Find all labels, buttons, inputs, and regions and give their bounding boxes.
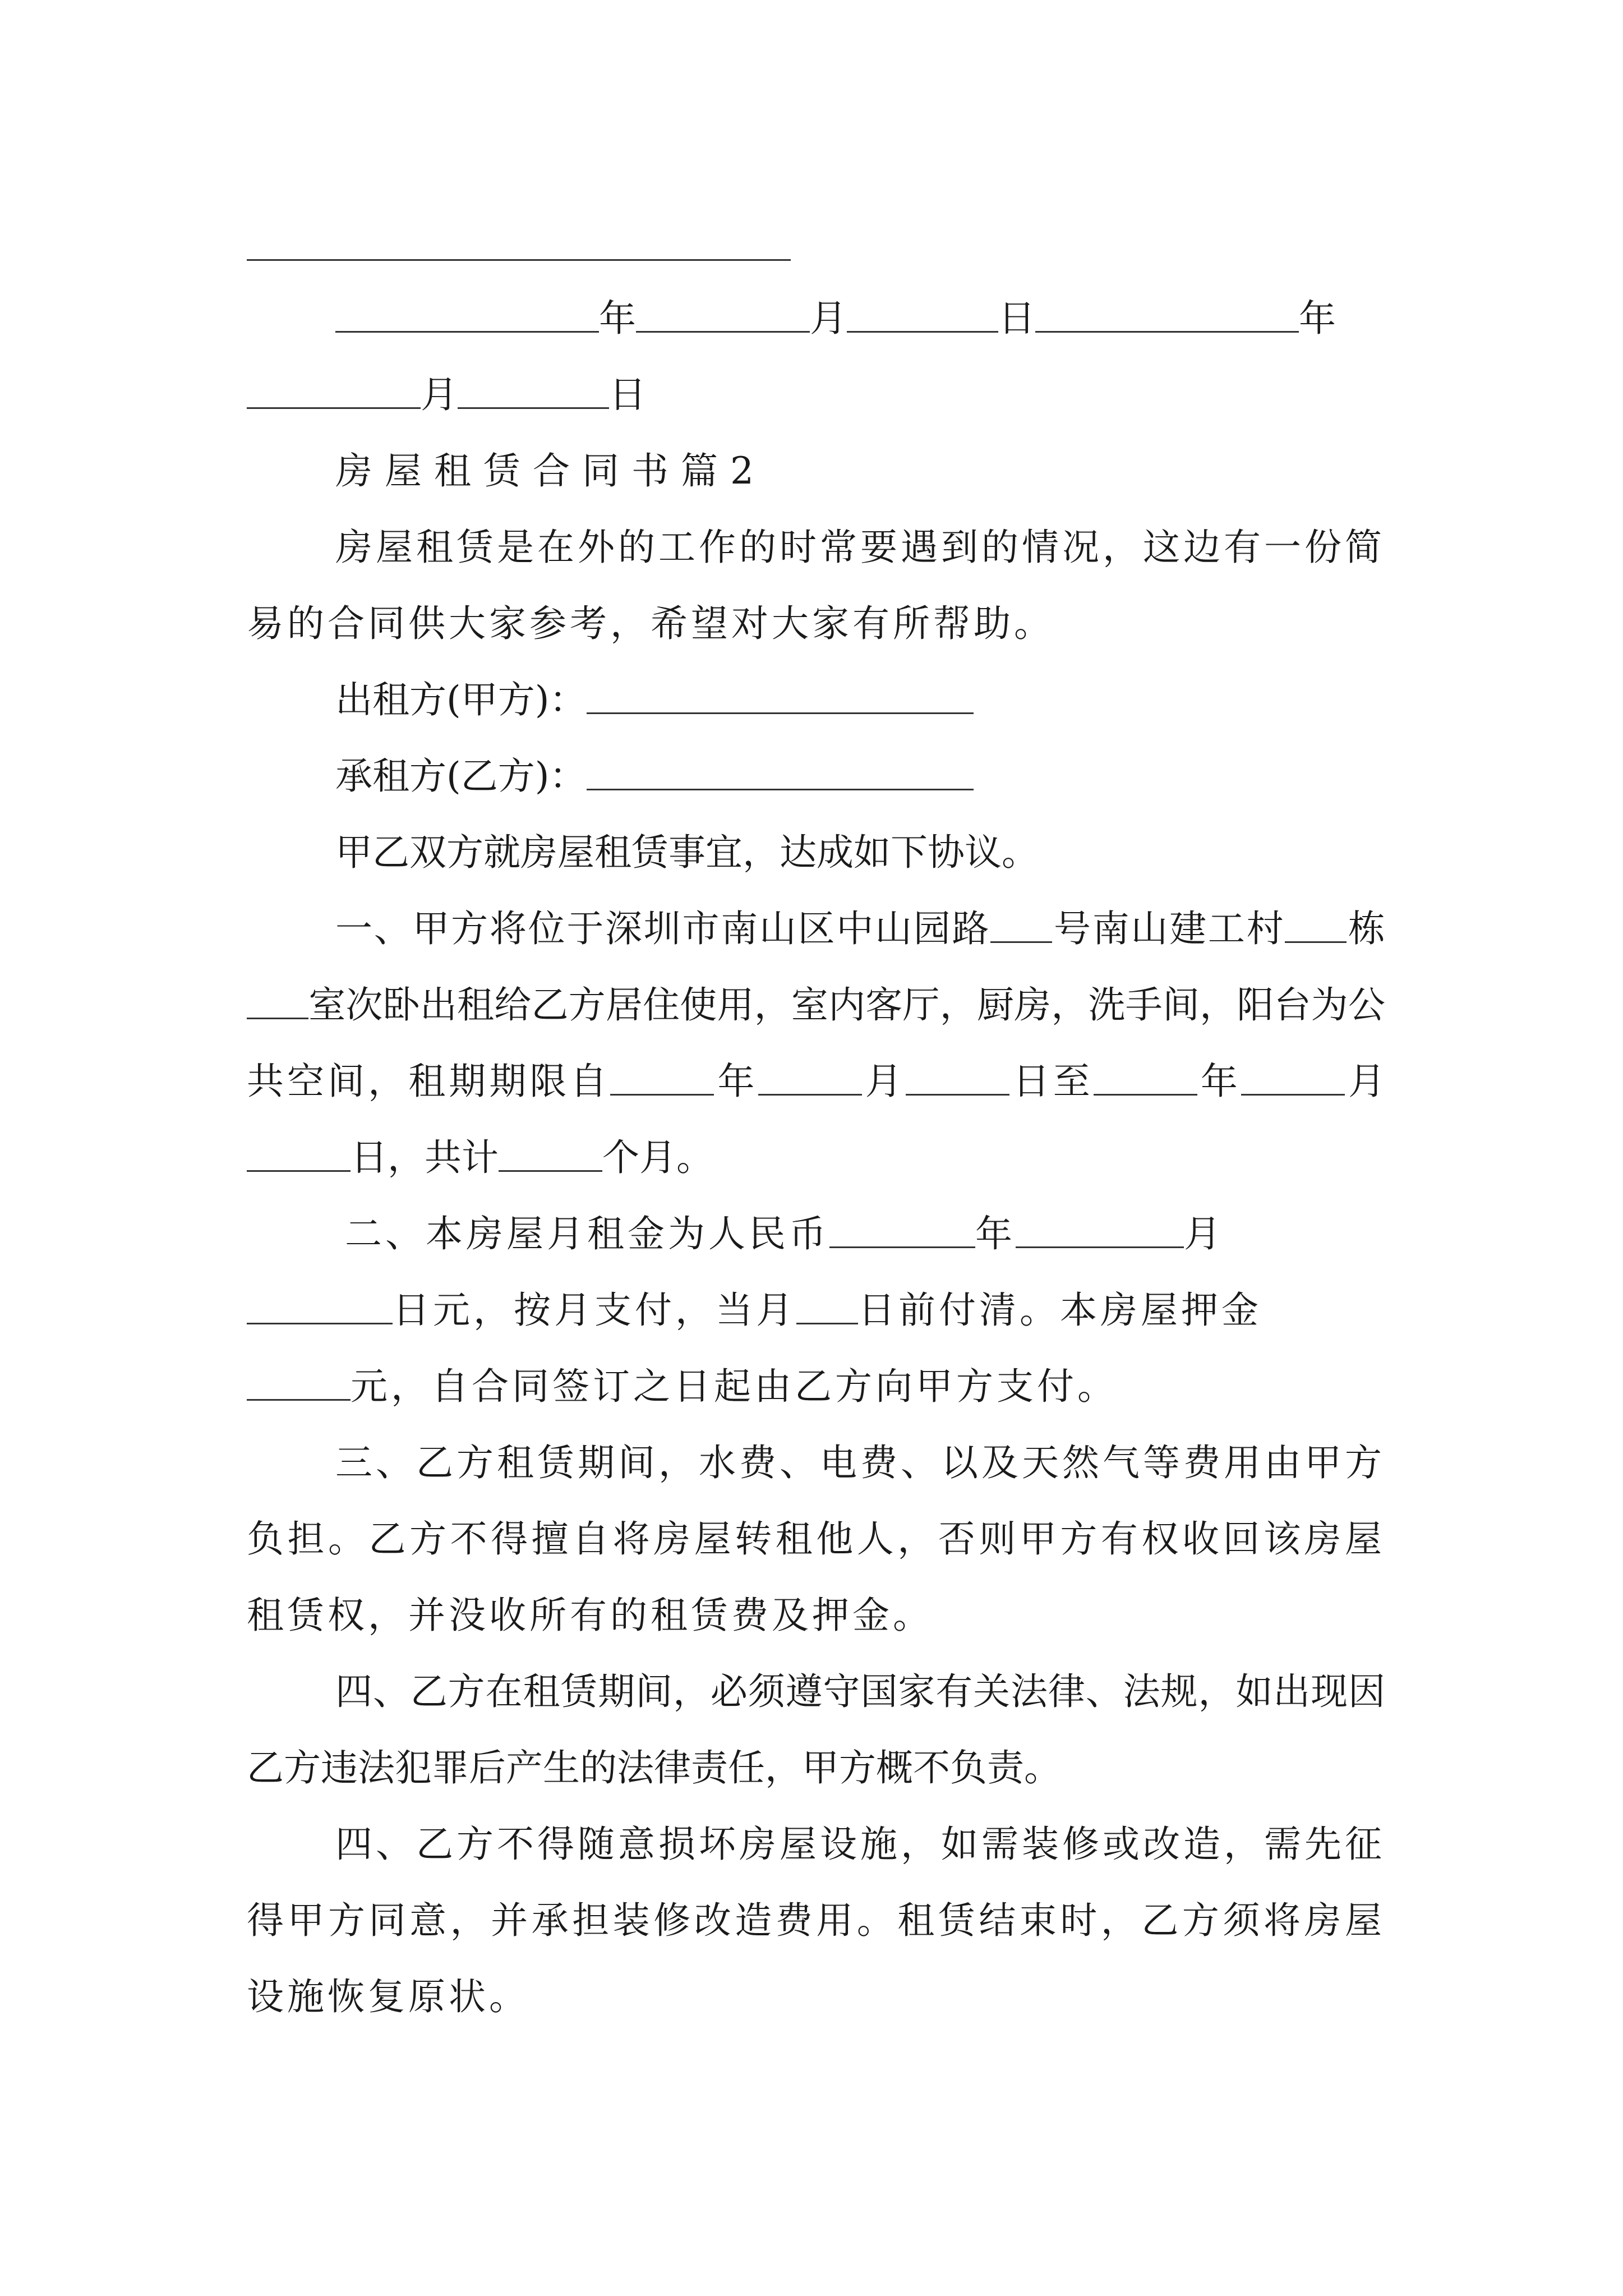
clause-4b: 四、乙方不得随意损坏房屋设施，如需装修或改造，需先征得甲方同意，并承担装修改造费用。租赁结束时，乙方须将房屋设施恢复原状。: [247, 1823, 1385, 2018]
blank-room[interactable]: [247, 984, 308, 1019]
blank-month[interactable]: [636, 298, 810, 333]
contract-body: [247, 280, 1385, 2035]
blank-rent-day[interactable]: [247, 1290, 393, 1324]
blank-year[interactable]: [335, 298, 599, 333]
blank-end-year[interactable]: [1094, 1061, 1197, 1096]
clause-1-text-i: 月: [1344, 1060, 1386, 1103]
clause-4a: 四、乙方在租赁期间，必须遵守国家有关法律、法规，如出现因乙方违法犯罪后产生的法律责任，甲方概不负责。: [247, 1670, 1385, 1789]
blank-deposit[interactable]: [247, 1366, 351, 1401]
clause-1-text-k: 个月。: [602, 1136, 713, 1179]
clause-3: 三、乙方租赁期间，水费、电费、以及天然气等费用由甲方负担。乙方不得擅自将房屋转租他人，否则甲方有权收回该房屋租赁权，并没收所有的租赁费及押金。: [247, 1441, 1385, 1637]
blank-pay-day[interactable]: [796, 1290, 858, 1324]
clause-1-text-a: 一、甲方将位于深圳市南山区中山园路: [335, 907, 991, 950]
clause-1-text-f: 月: [861, 1060, 906, 1103]
clause-1-text-c: 栋: [1347, 907, 1386, 950]
party-a-blank[interactable]: [587, 679, 974, 714]
clause-1: [247, 891, 1385, 1196]
signature-rule: [247, 259, 791, 261]
section-heading: 房屋租赁合同书篇2: [335, 449, 766, 493]
blank-end-month[interactable]: [1241, 1061, 1345, 1096]
date-day-label: 日: [998, 297, 1035, 340]
date-year-label: 年: [599, 297, 636, 340]
blank-building[interactable]: [1285, 908, 1347, 943]
party-b-line: [247, 738, 1385, 815]
party-b-label: 承租方(乙方)：: [335, 754, 587, 798]
date-line: [247, 280, 1385, 433]
clause-1-text-e: 年: [714, 1060, 758, 1103]
party-a-line: [247, 662, 1385, 738]
blank-day[interactable]: [847, 298, 998, 333]
clause-1-text-h: 年: [1197, 1060, 1241, 1103]
agreement-line: 甲乙双方就房屋租赁事宜，达成如下协议。: [335, 831, 1039, 874]
clause-1-text-j: 日，共计: [351, 1136, 499, 1179]
intro-paragraph: 房屋租赁是在外的工作的时常要遇到的情况，这边有一份简易的合同供大家参考，希望对大家有所帮助。: [247, 526, 1385, 645]
clause-2-text-d: 日元，按月支付，当月: [393, 1289, 796, 1332]
clause-2: [247, 1196, 1385, 1425]
clause-2-text-f: 元，自合同签订之日起由乙方向甲方支付。: [351, 1365, 1118, 1408]
date-year-label-2: 年: [1299, 297, 1336, 340]
clause-1-text-g: 日至: [1009, 1060, 1094, 1103]
blank-year-2[interactable]: [1035, 298, 1299, 333]
clause-2-text-c: 月: [1184, 1212, 1224, 1255]
blank-start-year[interactable]: [610, 1061, 714, 1096]
clause-2-text-b: 年: [975, 1212, 1016, 1255]
clause-1-text-d: 室次卧出租给乙方居住使用，室内客厅，厨房，洗手间，阳台为公共空间，租期期限自: [247, 983, 1385, 1103]
blank-rent-year[interactable]: [829, 1213, 975, 1248]
blank-end-day[interactable]: [247, 1137, 351, 1172]
blank-day-2[interactable]: [458, 374, 609, 409]
blank-rent-month[interactable]: [1016, 1213, 1184, 1248]
date-month-label-2: 月: [421, 373, 458, 416]
clause-1-text-b: 号南山建工村: [1052, 907, 1285, 950]
party-b-blank[interactable]: [587, 756, 974, 790]
blank-month-2[interactable]: [247, 374, 421, 409]
clause-2-text-a: 二、本房屋月租金为人民币: [345, 1212, 829, 1255]
blank-start-day[interactable]: [906, 1061, 1009, 1096]
date-month-label: 月: [810, 297, 847, 340]
blank-month-count[interactable]: [499, 1137, 602, 1172]
clause-2-text-e: 日前付清。本房屋押金: [858, 1289, 1262, 1332]
party-a-label: 出租方(甲方)：: [335, 678, 587, 721]
date-day-label-2: 日: [609, 373, 646, 416]
blank-house-number[interactable]: [990, 908, 1052, 943]
blank-start-month[interactable]: [758, 1061, 862, 1096]
